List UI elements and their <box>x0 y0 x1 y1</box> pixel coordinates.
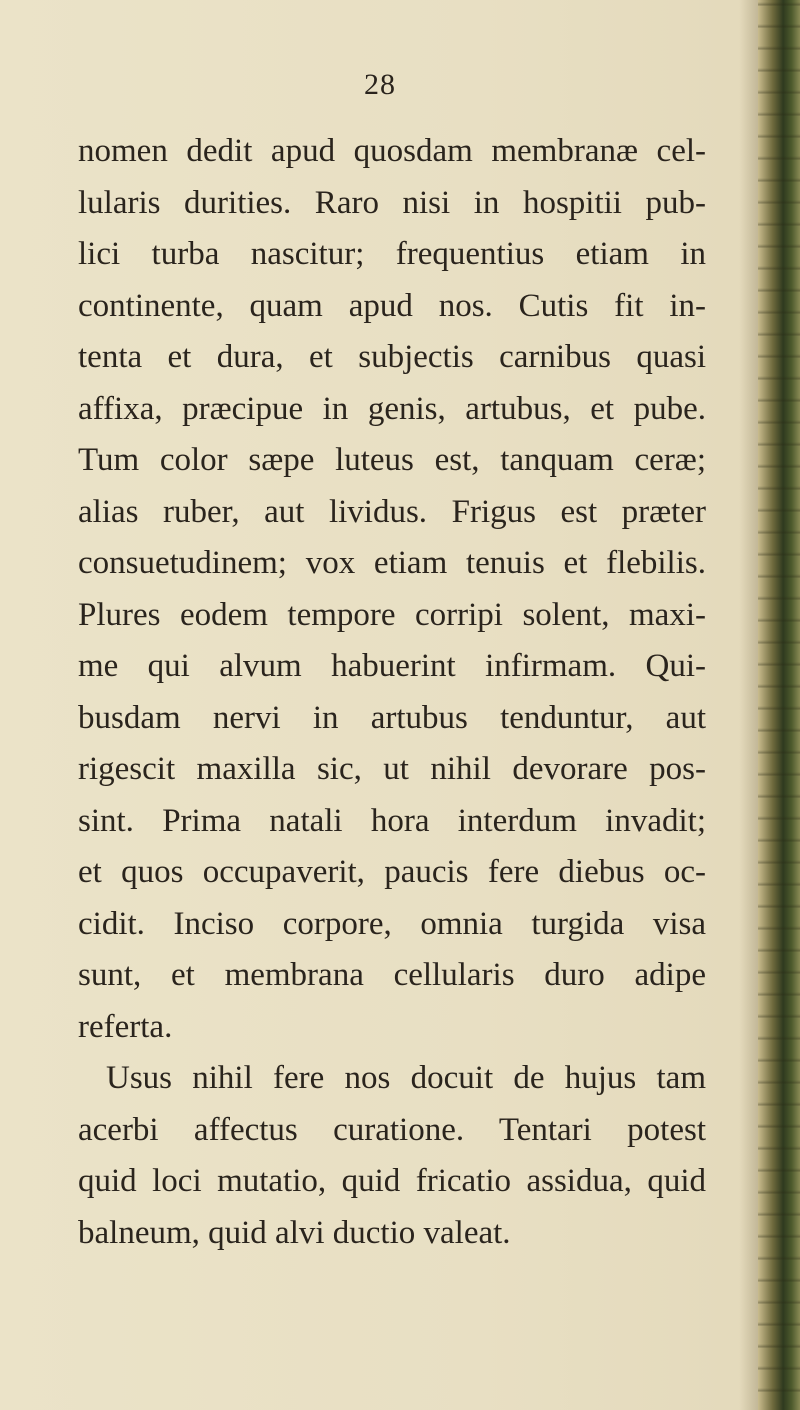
text-line: quid loci mutatio, quid fricatio assidua, quid <box>78 1163 706 1199</box>
text-line: nomen dedit apud quosdam membranæ cel- <box>78 133 706 169</box>
text-line: Plures eodem tempore corripi solent, maxi- <box>78 596 706 633</box>
text-line: busdam nervi in artubus tenduntur, aut <box>78 699 706 736</box>
book-binding-edge <box>758 0 800 1410</box>
text-line: affixa, præcipue in genis, artubus, et pube. <box>78 390 706 427</box>
text-line: acerbi affectus curatione. Tentari potest <box>78 1111 706 1148</box>
text-line: Usus nihil fere nos docuit de hujus tam <box>106 1060 706 1096</box>
text-line: Tum color sæpe luteus est, tanquam ceræ; <box>78 442 706 478</box>
text-line: continente, quam apud nos. Cutis fit in- <box>78 287 706 324</box>
page-number: 28 <box>364 68 396 101</box>
text-line: lularis durities. Raro nisi in hospitii pub- <box>78 184 706 221</box>
text-line: et quos occupaverit, paucis fere diebus oc- <box>78 854 706 890</box>
text-line: referta. <box>78 1008 173 1045</box>
body-text <box>78 126 706 1259</box>
text-line: sint. Prima natali hora interdum invadit; <box>78 802 706 839</box>
text-line: sunt, et membrana cellularis duro adipe <box>78 957 706 993</box>
text-line: lici turba nascitur; frequentius etiam in <box>78 236 706 272</box>
text-line: tenta et dura, et subjectis carnibus quasi <box>78 339 706 375</box>
text-line: alias ruber, aut lividus. Frigus est præter <box>78 493 706 530</box>
text-line: me qui alvum habuerint infirmam. Qui- <box>78 648 706 684</box>
gutter-shadow <box>740 0 758 1410</box>
text-line: rigescit maxilla sic, ut nihil devorare pos- <box>78 751 706 787</box>
text-line: consuetudinem; vox etiam tenuis et flebilis. <box>78 545 706 581</box>
text-line: balneum, quid alvi ductio valeat. <box>78 1214 511 1251</box>
text-line: cidit. Inciso corpore, omnia turgida visa <box>78 905 706 942</box>
